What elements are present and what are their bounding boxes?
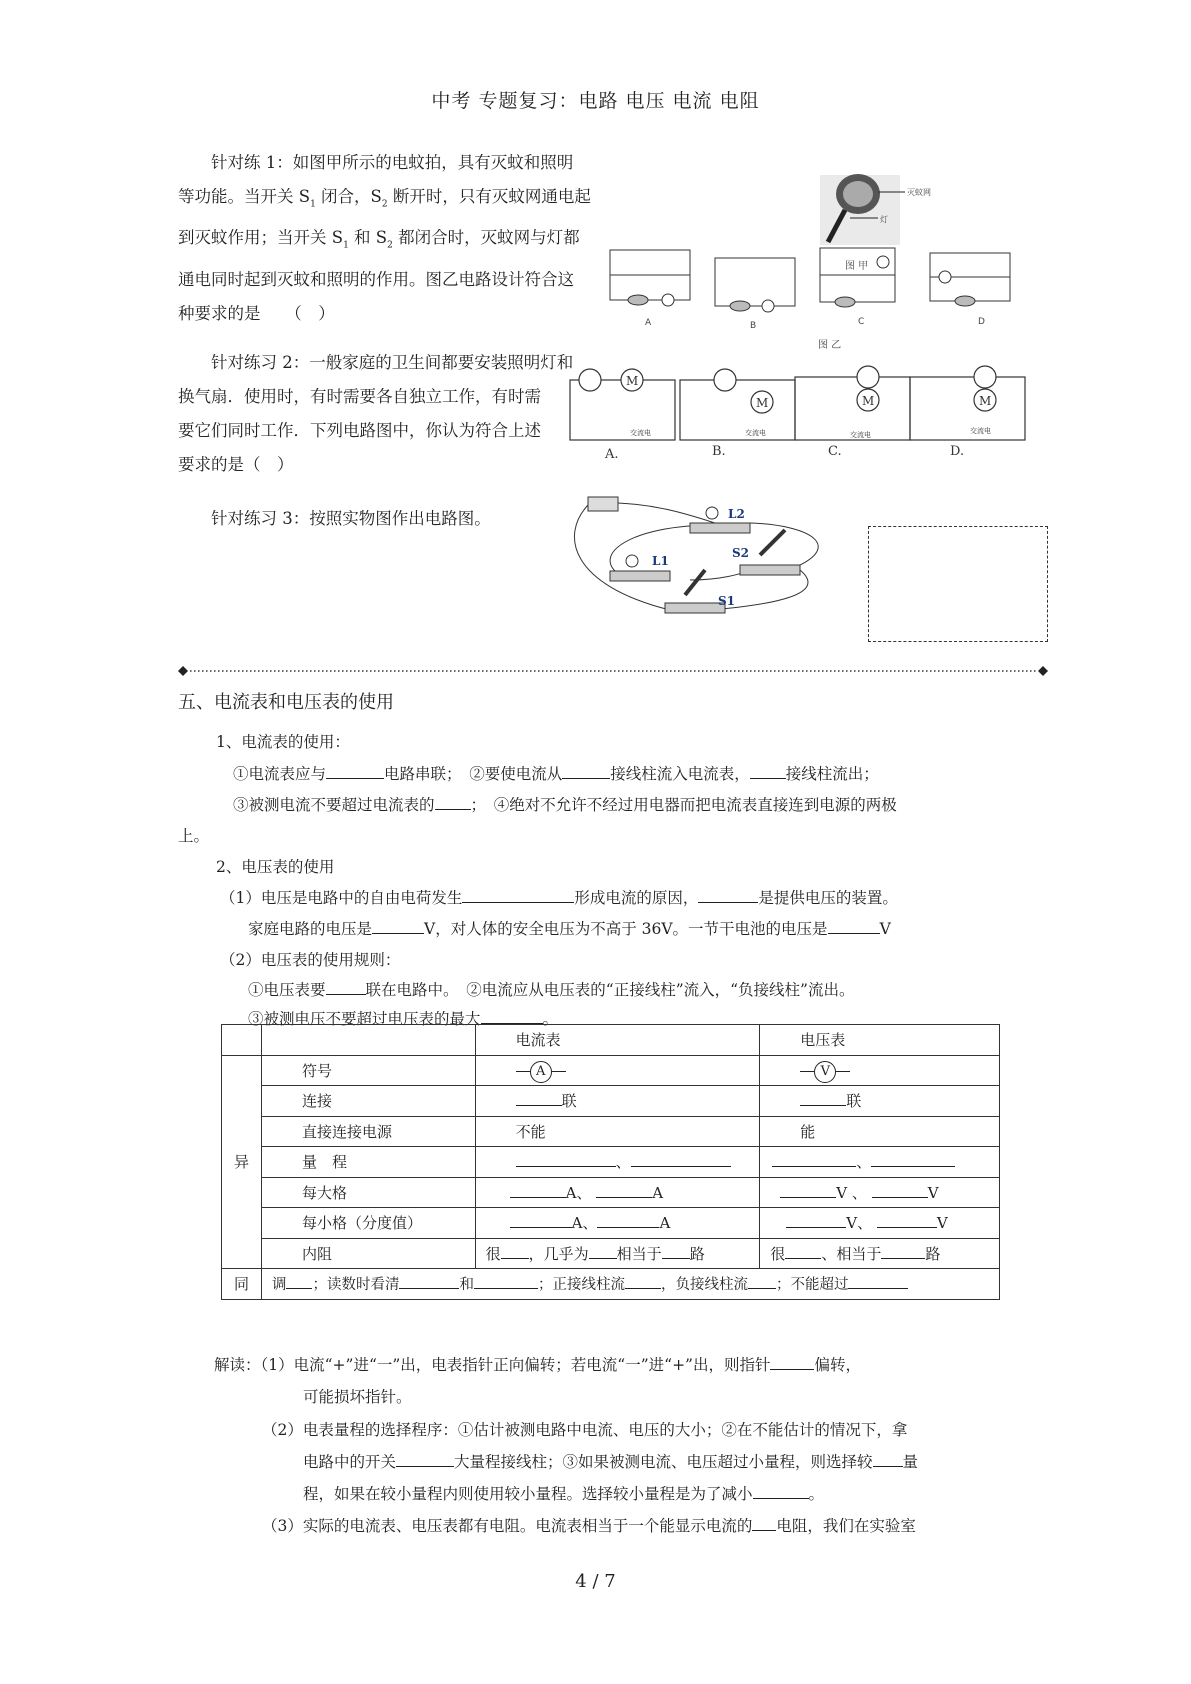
explain-3: （3）实际的电流表、电压表都有电阻。电流表相当于一个能显示电流的 电阻，我们在实验室 (262, 1517, 916, 1535)
fill-blank[interactable] (828, 919, 880, 934)
fill-blank[interactable] (516, 1152, 616, 1167)
label-s2: S2 (732, 546, 750, 560)
voltmeter-rules-heading: （2）电压表的使用规则： (220, 951, 401, 969)
fill-blank[interactable] (785, 1244, 821, 1259)
section-title: 五、电流表和电压表的使用 (178, 692, 394, 713)
table-row: 内阻 很 ，几乎为 相当于 路 很 、相当于 路 (222, 1238, 1000, 1269)
ex1-line: 针对练 1：如图甲所示的电蚊拍，具有灭蚊和照明 (211, 153, 574, 172)
option-b: B. (712, 444, 726, 459)
fill-blank[interactable] (326, 764, 384, 779)
figure-bathroom-circuits (560, 365, 1030, 465)
fill-blank[interactable] (748, 1274, 776, 1289)
svg-text:交流电: 交流电 (630, 429, 651, 437)
col-header-voltmeter: 电压表 (760, 1025, 1000, 1056)
fill-blank[interactable] (848, 1274, 908, 1289)
voltmeter-rule-2: ③被测电压不要超过电压表的最大 。 (248, 1010, 559, 1028)
subheading-ammeter: 1、电流表的使用： (216, 733, 350, 751)
fill-blank[interactable] (396, 1452, 454, 1467)
fill-blank[interactable] (872, 1183, 928, 1198)
fill-blank[interactable] (589, 1244, 617, 1259)
fill-blank[interactable] (510, 1183, 566, 1198)
fill-blank[interactable] (877, 1213, 937, 1228)
exercise-3: 针对练习 3：按照实物图作出电路图。 (211, 509, 491, 528)
ex2-line: 针对练习 2：一般家庭的卫生间都要安装照明灯和 (211, 353, 574, 372)
fill-blank[interactable] (516, 1091, 562, 1106)
fill-blank[interactable] (596, 1183, 652, 1198)
explain-2-cont2: 程，如果在较小量程内则使用较小量程。选择较小量程是为了减小 。 (303, 1485, 825, 1503)
label-net: 灭蚊网 (907, 188, 931, 197)
option-b: B (750, 321, 757, 331)
motor-b: M (756, 396, 769, 410)
fill-blank[interactable] (286, 1274, 312, 1289)
section-divider (178, 661, 1048, 671)
page-number: 4 / 7 (575, 1571, 616, 1592)
table-row: 异 符号 A V (222, 1055, 1000, 1086)
ammeter-rule-2: ③被测电流不要超过电流表的 ； ④绝对不允许不经过用电器而把电流表直接连到电源的两极 (233, 796, 897, 814)
label-l1: L1 (652, 554, 669, 568)
svg-text:交流电: 交流电 (970, 427, 991, 435)
svg-text:交流电: 交流电 (850, 431, 871, 439)
fill-blank[interactable] (435, 795, 471, 810)
option-a: A (645, 318, 652, 328)
fill-blank[interactable] (871, 1152, 955, 1167)
page-header: 中考 专题复习：电路 电压 电流 电阻 (431, 90, 760, 112)
voltage-line-2: 家庭电路的电压是 V，对人体的安全电压为不高于 36V。一节干电池的电压是 V (248, 920, 891, 938)
fill-blank[interactable] (752, 1516, 776, 1531)
figure-mosquito-swatter (600, 150, 1040, 365)
ex2-line: 要它们同时工作．下列电路图中，你认为符合上述 (178, 421, 541, 440)
fill-blank[interactable] (625, 1274, 661, 1289)
label-lamp: 灯 (880, 215, 888, 224)
table-row: 每小格（分度值） A、 A V、 V (222, 1208, 1000, 1239)
ex1-line: 等功能。当开关 $S_1$ 闭合，$S_2$ 断开时，只有灭蚊网通电起 (178, 187, 591, 210)
fill-blank[interactable] (881, 1244, 925, 1259)
fill-blank[interactable] (481, 1009, 543, 1024)
group-same: 同 (222, 1269, 262, 1300)
fill-blank[interactable] (770, 1355, 814, 1370)
voltage-line-1: （1）电压是电路中的自由电荷发生 形成电流的原因， 是提供电压的装置。 (220, 889, 898, 907)
fill-blank[interactable] (772, 1152, 856, 1167)
caption-jia: 图 甲 (845, 261, 869, 272)
fill-blank[interactable] (786, 1213, 846, 1228)
explain-1: 解读：（1）电流“+”进“一”出，电表指针正向偏转；若电流“一”进“+”出，则指针 偏转， (214, 1356, 861, 1374)
exercise-2 (178, 346, 598, 482)
group-diff: 异 (222, 1055, 262, 1269)
explain-2: （2）电表量程的选择程序：①估计被测电路中电流、电压的大小；②在不能估计的情况下，拿 (262, 1421, 908, 1439)
motor-c: M (862, 394, 875, 408)
table-row: 每大格 A、 A V 、 V (222, 1177, 1000, 1208)
explain-2-cont: 电路中的开关 大量程接线柱；③如果被测电流、电压超过小量程，则选择较 量 (303, 1453, 919, 1471)
exercise-1 (178, 146, 618, 331)
ex1-line: 到灭蚊作用；当开关 $S_1$ 和 $S_2$ 都闭合时，灭蚊网与灯都 (178, 228, 580, 251)
subheading-voltmeter: 2、电压表的使用 (216, 858, 335, 876)
table-row: 连接 联 联 (222, 1086, 1000, 1117)
ammeter-symbol-icon: A (516, 1061, 566, 1083)
ammeter-rule-1: ①电流表应与 电路串联； ②要使电流从 接线柱流入电流表， 接线柱流出； (233, 765, 879, 783)
table-row-same: 同 调 ；读数时看清 和 ；正接线柱流 ，负接线柱流 ；不能超过 (222, 1269, 1000, 1300)
fill-blank[interactable] (326, 980, 366, 995)
figure-physical-circuit (570, 485, 840, 625)
fill-blank[interactable] (780, 1183, 836, 1198)
fill-blank[interactable] (372, 919, 424, 934)
fill-blank[interactable] (698, 888, 758, 903)
fill-blank[interactable] (800, 1091, 846, 1106)
label-l2: L2 (728, 507, 745, 521)
voltmeter-rule-1: ①电压表要 联在电路中。 ②电流应从电压表的“正接线柱”流入，“负接线柱”流出。 (248, 981, 855, 999)
option-d: D. (950, 444, 965, 459)
fill-blank[interactable] (501, 1244, 529, 1259)
table-row: 量 程 、 、 (222, 1147, 1000, 1178)
voltmeter-symbol-icon: V (800, 1061, 850, 1083)
ex2-line: 换气扇．使用时，有时需要各自独立工作，有时需 (178, 387, 541, 406)
option-a: A. (605, 447, 619, 462)
option-d: D (978, 317, 985, 327)
option-c: C (858, 317, 865, 327)
table-row: 直接连接电源 不能 能 (222, 1116, 1000, 1147)
label-s1: S1 (718, 594, 736, 608)
svg-text:交流电: 交流电 (745, 429, 766, 437)
table-header-row (222, 1025, 1000, 1056)
fill-blank[interactable] (750, 764, 786, 779)
fill-blank[interactable] (597, 1213, 659, 1228)
fill-blank[interactable] (873, 1452, 903, 1467)
ex2-line: 要求的是（ ） (178, 455, 294, 474)
fill-blank[interactable] (474, 1274, 538, 1289)
col-header-ammeter: 电流表 (475, 1025, 760, 1056)
ex1-line: 通电同时起到灭蚊和照明的作用。图乙电路设计符合这 (178, 269, 574, 289)
fill-blank[interactable] (462, 888, 574, 903)
fill-blank[interactable] (562, 764, 610, 779)
fill-blank[interactable] (399, 1274, 459, 1289)
meter-comparison-table (221, 1024, 1000, 1300)
fill-blank[interactable] (510, 1213, 572, 1228)
caption-yi: 图 乙 (818, 340, 842, 351)
answer-box-dashed[interactable] (868, 526, 1048, 642)
fill-blank[interactable] (631, 1152, 731, 1167)
explain-1-cont: 可能损坏指针。 (303, 1388, 412, 1406)
motor-a: M (626, 374, 639, 388)
ex1-line: 种要求的是 （ ） (178, 303, 335, 323)
option-c: C. (828, 444, 842, 459)
fill-blank[interactable] (753, 1484, 809, 1499)
motor-d: M (979, 394, 992, 408)
fill-blank[interactable] (662, 1244, 690, 1259)
swatter-image (820, 174, 905, 245)
ammeter-rule-2-cont: 上。 (178, 827, 210, 845)
